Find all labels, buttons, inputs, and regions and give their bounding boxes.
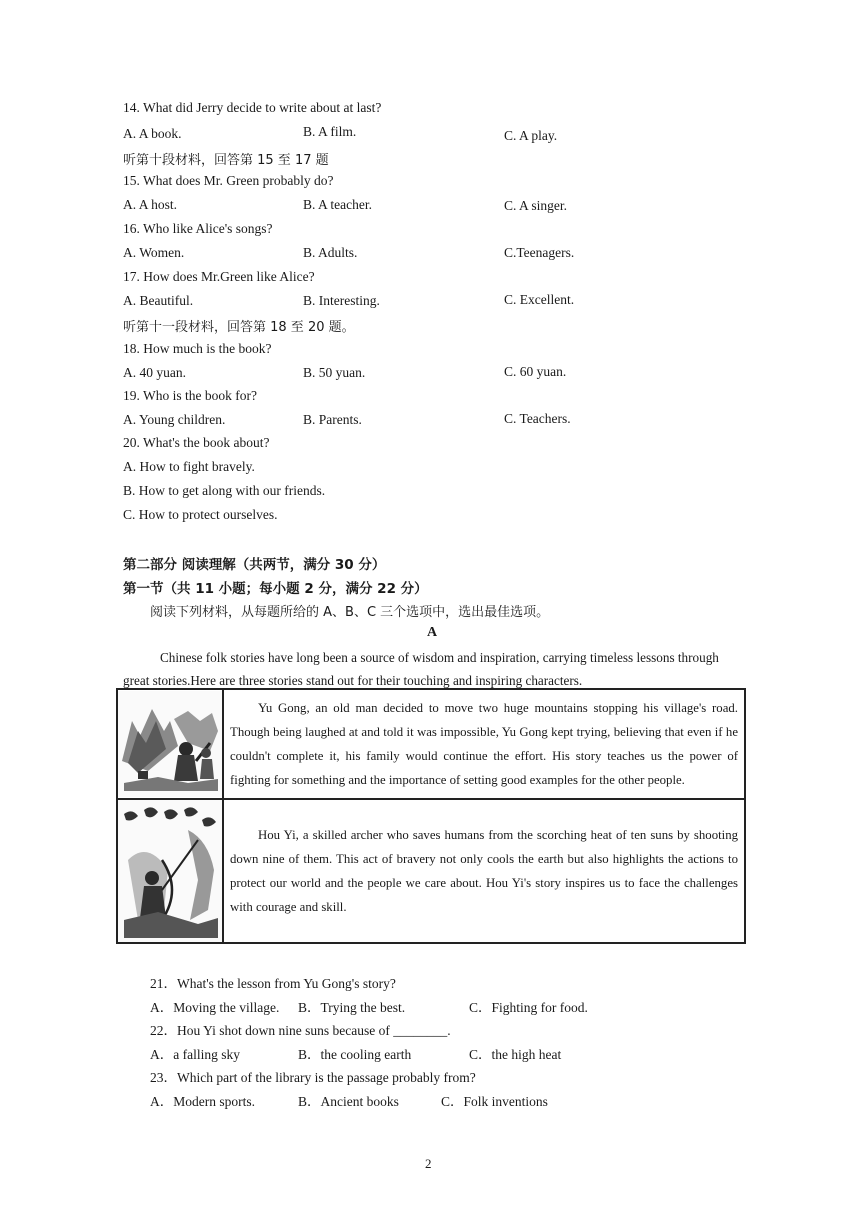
- question-17-option-c: C. Excellent.: [504, 292, 575, 307]
- passage-letter: A: [427, 625, 438, 640]
- section-11-instruction: 听第十一段材料，回答第 18 至 20 题。: [123, 320, 355, 335]
- question-21-option-a: A．Moving the village.: [150, 1000, 280, 1015]
- story-picture-cell: [117, 799, 223, 943]
- question-22-blank: ________: [393, 1023, 448, 1038]
- hou-yi-story-text: Hou Yi, a skilled archer who saves humans from the scorching heat of ten suns by shooting down nine of them. This act of bravery not only cools the earth but also highlights the actions to protect our world and the people we care about. Hou Yi's story inspires us to face the challenges with courage and skill.: [223, 799, 745, 943]
- section-one-title: 第一节（共 11 小题；每小题 2 分，满分 22 分）: [123, 581, 428, 597]
- question-19-stem: 19. Who is the book for?: [123, 388, 257, 403]
- question-22-end: .: [447, 1023, 451, 1038]
- yu-gong-mountain-picture: [118, 691, 222, 797]
- question-15-option-c: C. A singer.: [504, 198, 568, 213]
- question-18-option-a: A. 40 yuan.: [123, 365, 186, 380]
- question-14-option-b: B. A film.: [303, 124, 357, 139]
- reading-instruction: 阅读下列材料，从每题所给的 A、B、C 三个选项中，选出最佳选项。: [150, 605, 550, 620]
- question-21-option-c: C．Fighting for food.: [469, 1000, 588, 1015]
- question-22-stem: 22．Hou Yi shot down nine suns because of: [150, 1023, 390, 1038]
- story-row-hou-yi: [117, 799, 745, 943]
- part-two-title: 第二部分 阅读理解（共两节，满分 30 分）: [123, 557, 386, 573]
- story-picture-cell: [117, 689, 223, 799]
- question-17-stem: 17. How does Mr.Green like Alice?: [123, 269, 315, 284]
- question-20-option-a: A. How to fight bravely.: [123, 459, 255, 474]
- question-22-stem-line: [150, 1019, 451, 1039]
- question-16-option-c: C.Teenagers.: [504, 245, 575, 260]
- section-10-instruction: 听第十段材料，回答第 15 至 17 题: [123, 153, 329, 168]
- question-14-option-c: C. A play.: [504, 128, 558, 143]
- question-22-option-c: C．the high heat: [469, 1047, 562, 1062]
- question-15-option-b: B. A teacher.: [303, 197, 372, 212]
- question-21-option-b: B．Trying the best.: [298, 1000, 406, 1015]
- question-23-stem: 23．Which part of the library is the passage probably from?: [150, 1070, 476, 1085]
- question-20-option-c: C. How to protect ourselves.: [123, 507, 278, 522]
- passage-intro-line-1: Chinese folk stories have long been a source of wisdom and inspiration, carrying timeless lessons through: [160, 650, 719, 665]
- question-21-stem: 21．What's the lesson from Yu Gong's story?: [150, 976, 396, 991]
- question-15-stem: 15. What does Mr. Green probably do?: [123, 173, 334, 188]
- question-19-option-b: B. Parents.: [303, 412, 362, 427]
- question-15-option-a: A. A host.: [123, 197, 178, 212]
- question-23-option-b: B．Ancient books: [298, 1094, 399, 1109]
- yu-gong-story-text: Yu Gong, an old man decided to move two huge mountains stopping his village's road. Though being laughed at and told it was impossible, Yu Gong kept trying, believing that even if he couldn't complete it, his family would continue the effort. His story teaches us the power of fighting for something and the importance of setting good examples for the other people.: [223, 689, 745, 799]
- page-number: 2: [425, 1156, 432, 1171]
- question-18-option-b: B. 50 yuan.: [303, 365, 366, 380]
- question-20-stem: 20. What's the book about?: [123, 435, 270, 450]
- question-22-option-a: A．a falling sky: [150, 1047, 240, 1062]
- question-20-option-b: B. How to get along with our friends.: [123, 483, 326, 498]
- question-14-stem: 14. What did Jerry decide to write about at last?: [123, 100, 382, 115]
- question-16-option-b: B. Adults.: [303, 245, 358, 260]
- question-16-option-a: A. Women.: [123, 245, 185, 260]
- question-22-option-b: B．the cooling earth: [298, 1047, 412, 1062]
- question-18-stem: 18. How much is the book?: [123, 341, 272, 356]
- stories-table: [116, 688, 746, 944]
- question-14-option-a: A. A book.: [123, 126, 182, 141]
- question-19-option-c: C. Teachers.: [504, 411, 571, 426]
- question-17-option-b: B. Interesting.: [303, 293, 380, 308]
- question-16-stem: 16. Who like Alice's songs?: [123, 221, 273, 236]
- hou-yi-archer-picture: [118, 800, 222, 942]
- question-18-option-c: C. 60 yuan.: [504, 364, 567, 379]
- question-23-option-c: C．Folk inventions: [441, 1094, 548, 1109]
- question-19-option-a: A. Young children.: [123, 412, 226, 427]
- story-row-yu-gong: [117, 689, 745, 799]
- question-17-option-a: A. Beautiful.: [123, 293, 194, 308]
- passage-intro-line-2: great stories.Here are three stories stand out for their touching and inspiring characters.: [123, 673, 583, 688]
- question-23-option-a: A．Modern sports.: [150, 1094, 255, 1109]
